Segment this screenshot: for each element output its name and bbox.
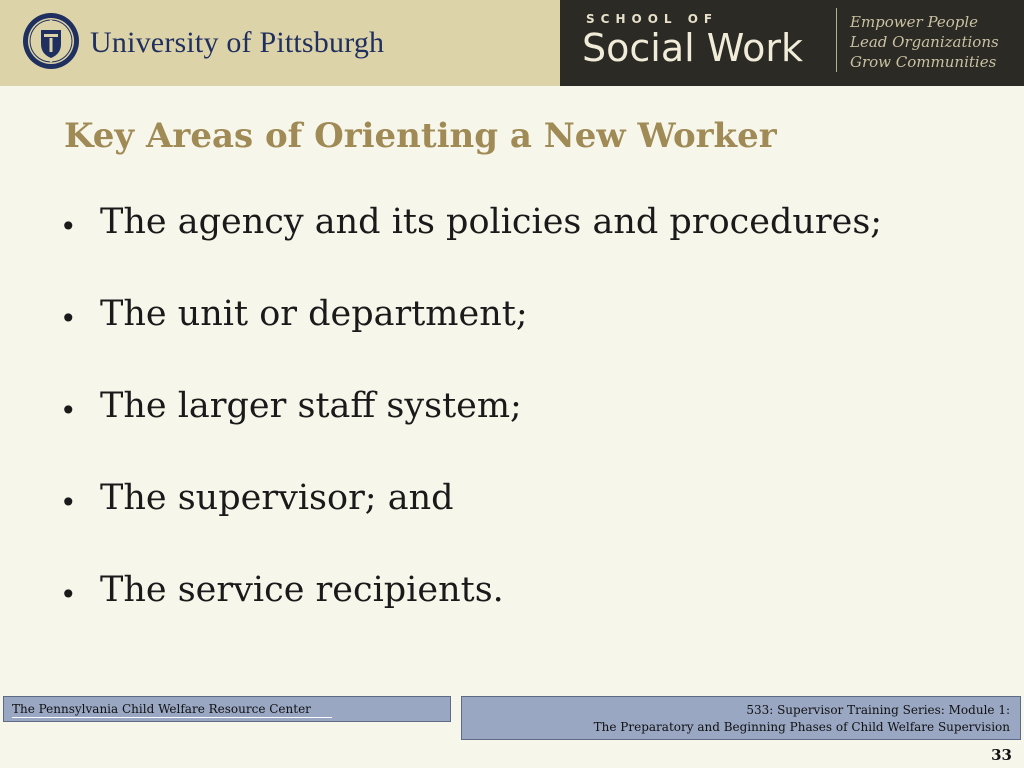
university-banner <box>0 0 560 86</box>
footer-module-line-1: 533: Supervisor Training Series: Module 1: <box>746 703 1010 717</box>
bullet-text: The supervisor; and <box>100 478 454 518</box>
bullet-text: The agency and its policies and procedures; <box>100 202 883 242</box>
school-banner <box>560 0 1024 86</box>
slide-title: Key Areas of Orienting a New Worker <box>64 116 777 156</box>
bullet-icon: • <box>60 302 77 335</box>
banner-divider <box>836 8 837 72</box>
bullet-text: The service recipients. <box>100 570 504 610</box>
tagline-line-2: Lead Organizations <box>850 33 999 51</box>
bullet-icon: • <box>60 210 77 243</box>
bullet-icon: • <box>60 578 77 611</box>
header-banner <box>0 0 1024 86</box>
footer-module-line-2: The Preparatory and Beginning Phases of Child Welfare Supervision <box>593 720 1010 734</box>
bullet-icon: • <box>60 394 77 427</box>
social-work-label: Social Work <box>582 26 803 70</box>
tagline-line-1: Empower People <box>850 13 979 31</box>
footer-link-underline <box>12 717 332 718</box>
bullet-icon: • <box>60 486 77 519</box>
school-of-label: SCHOOL OF <box>586 12 719 26</box>
footer-module-box <box>461 696 1021 740</box>
page-number: 33 <box>991 746 1012 764</box>
bullet-text: The larger staff system; <box>100 386 522 426</box>
bullet-text: The unit or department; <box>100 294 528 334</box>
tagline <box>850 12 999 72</box>
footer-organization-link[interactable]: The Pennsylvania Child Welfare Resource Center <box>12 702 311 716</box>
footer-organization-box <box>3 696 451 722</box>
university-name: University of Pittsburgh <box>90 26 385 59</box>
tagline-line-3: Grow Communities <box>850 53 997 71</box>
university-seal-icon <box>22 12 80 70</box>
